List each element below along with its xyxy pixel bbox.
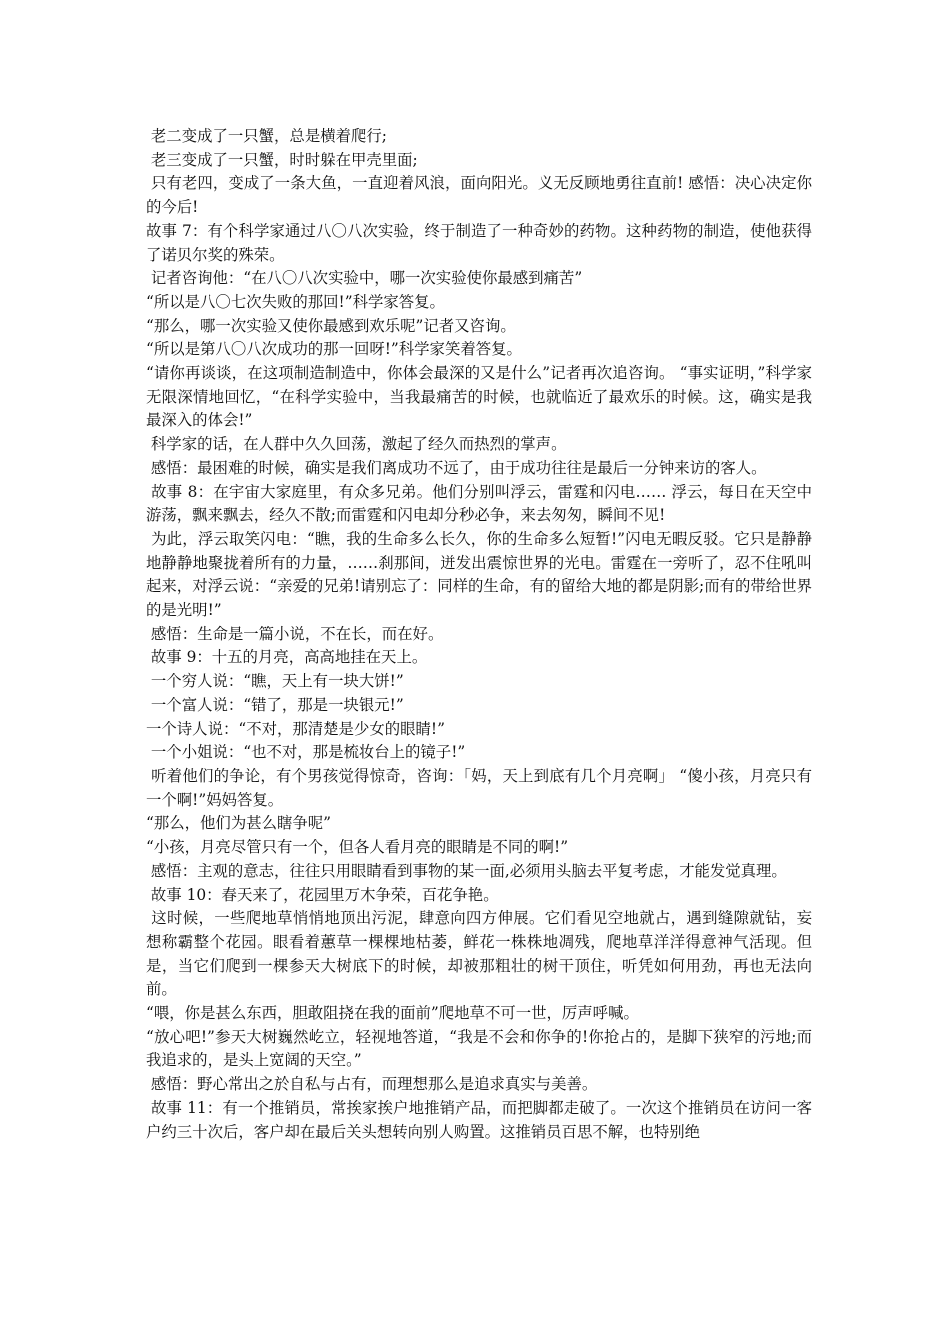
paragraph-25: 这时候，一些爬地草悄悄地顶出污泥，肆意向四方伸展。它们看见空地就占，遇到缝隙就钻，妄想称霸整个花园。眼看着蕙草一棵棵地枯萎，鲜花一株株地凋残，爬地草洋洋得意神气活现。但是，当它们爬到一棵参天大树底下的时候，却被那粗壮的树干顶住，听凭如何用劲，再也无法向前。 (146, 909, 812, 999)
paragraph-17: 一个富人说：“错了，那是一块银元!” (146, 695, 404, 714)
paragraph-4: 故事 7：有个科学家通过八〇八次实验，终于制造了一种奇妙的药物。这种药物的制造，使他获得了诺贝尔奖的殊荣。 (146, 221, 812, 264)
paragraph-10: 科学家的话，在人群中久久回荡，激起了经久而热烈的掌声。 (146, 435, 567, 454)
paragraph-2: 老三变成了一只蟹，时时躲在甲壳里面; (146, 150, 418, 169)
paragraph-11: 感悟：最困难的时候，确实是我们离成功不远了，由于成功往往是最后一分钟来访的客人。 (146, 458, 767, 477)
paragraph-13: 为此，浮云取笑闪电：“瞧，我的生命多么长久，你的生命多么短暂!”闪电无暇反驳。它只是静静地静静地聚拢着所有的力量，……刹那间，迸发出震惊世界的光电。雷霆在一旁听了，忍不住吼叫起来，对浮云说：“亲爱的兄弟!请别忘了：同样的生命，有的留给大地的都是阴影;而有的带给世界的是光明!” (146, 529, 812, 620)
paragraph-7: “那么，哪一次实验又使你最感到欢乐呢”记者又咨询。 (146, 316, 516, 335)
paragraph-24: 故事 10：春天来了，花园里万木争荣，百花争艳。 (146, 885, 499, 904)
paragraph-1: 老二变成了一只蟹，总是横着爬行; (146, 127, 387, 145)
paragraph-18: 一个诗人说：“不对，那清楚是少女的眼睛!” (146, 719, 445, 738)
paragraph-26: “喂，你是甚么东西，胆敢阻挠在我的面前”爬地草不可一世，厉声呼喊。 (146, 1004, 639, 1023)
paragraph-6: “所以是八〇七次失败的那回!”科学家答复。 (146, 292, 445, 311)
document-page (146, 125, 812, 1144)
paragraph-28: 感悟：野心常出之於自私与占有，而理想那么是追求真实与美善。 (146, 1075, 598, 1094)
paragraph-29: 故事 11：有一个推销员，常挨家挨户地推销产品，而把脚都走破了。一次这个推销员在访问一客户约三十次后，客户却在最后关头想转向别人购置。这推销员百思不解，也特别绝 (146, 1098, 812, 1141)
paragraph-14: 感悟：生命是一篇小说，不在长，而在好。 (146, 624, 444, 643)
paragraph-3: 只有老四，变成了一条大鱼，一直迎着风浪，面向阳光。义无反顾地勇往直前! 感悟：决心决定你的今后! (146, 174, 812, 217)
paragraph-20: 听着他们的争论，有个男孩觉得惊奇，咨询：「妈，天上到底有几个月亮啊」 “傻小孩，月亮只有一个啊!”妈妈答复。 (146, 766, 812, 809)
paragraph-15: 故事 9：十五的月亮，高高地挂在天上。 (146, 648, 428, 667)
paragraph-5: 记者咨询他：“在八〇八次实验中，哪一次实验使你最感到痛苦” (146, 269, 583, 288)
paragraph-19: 一个小姐说：“也不对，那是梳妆台上的镜子!” (146, 743, 466, 762)
paragraph-23: 感悟：主观的意志，往往只用眼睛看到事物的某一面,必须用头脑去平复考虑，才能发觉真理。 (146, 861, 787, 880)
paragraph-12: 故事 8：在宇宙大家庭里，有众多兄弟。他们分别叫浮云，雷霆和闪电…… 浮云，每日在天空中游荡，飘来飘去，经久不散;而雷霆和闪电却分秒必争，来去匆匆，瞬间不见! (146, 482, 812, 525)
paragraph-22: “小孩，月亮尽管只有一个，但各人看月亮的眼睛是不同的啊!” (146, 838, 569, 857)
paragraph-8: “所以是第八〇八次成功的那一回呀!”科学家笑着答复。 (146, 340, 522, 359)
paragraph-27: “放心吧!”参天大树巍然屹立，轻视地答道，“我是不会和你争的!你抢占的，是脚下狭窄的污地;而我追求的，是头上宽阔的天空。” (146, 1027, 812, 1070)
paragraph-21: “那么，他们为甚么瞎争呢” (146, 814, 332, 833)
paragraph-16: 一个穷人说：“瞧，天上有一块大饼!” (146, 672, 404, 691)
paragraph-9: “请你再谈谈，在这项制造制造中，你体会最深的又是什么”记者再次追咨询。 “事实证明，”科学家无限深情地回忆，“在科学实验中，当我最痛苦的时候，也就临近了最欢乐的时候。这，确实是我最深入的体会!” (146, 364, 812, 430)
